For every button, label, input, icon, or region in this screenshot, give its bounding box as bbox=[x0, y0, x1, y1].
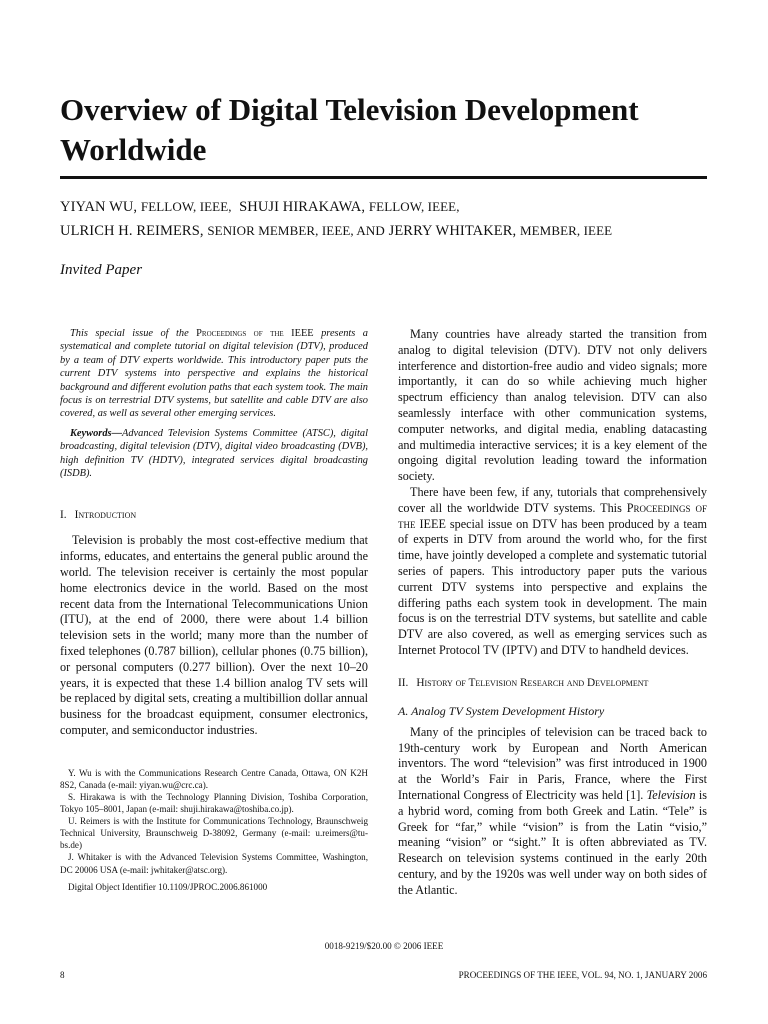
author-name: SHUJI HIRAKAWA, bbox=[239, 199, 366, 215]
intro-paragraph: Television is probably the most cost-effective medium that informs, educates, and entertains the general public around the world. The television receiver is certainly the most popular home electronics device in the world. Based on the most recent data from the International Telecommunications Union (ITU), at the end of 2000, there were about 1.4 billion television sets in the world; many more than the number of fixed telephones (0.787 billion), cellular phones (0.75 billion), or personal computers (0.277 billion). Over the next 10–20 years, it is expected that these 1.4 billion analog TV sets will be replaced by digital sets, creating a multibillion dollar annual business for the broadcast equipment, consumer electronics, computer, and semiconductor industries. bbox=[60, 533, 368, 738]
paragraph-tutorials: There have been few, if any, tutorials that comprehensively cover all the worldwide DTV systems. This Proceedings of the IEEE special issue on DTV has been produced by a team of experts in DTV from around the world who, for the first time, have jointly developed a complete and systematic tutorial series of papers. This introductory paper puts the various current DTV systems into perspective and explains the differing paths each system took in development. The main focus is on the terrestrial DTV systems, but satellite and cable DTV are also covered, as well as emerging services such as Internet Protocol TV (IPTV) and DTV to handheld devices. bbox=[398, 484, 707, 657]
footnote: S. Hirakawa is with the Technology Planning Division, Toshiba Corporation, Tokyo 105–8001, Japan (e-mail: shuji.hirakawa@toshiba.co.jp). bbox=[60, 792, 368, 815]
author-role: MEMBER, IEEE bbox=[519, 223, 613, 238]
paper-title: Overview of Digital Television Development Worldwide bbox=[60, 92, 639, 167]
footnotes bbox=[60, 767, 368, 893]
journal-footer: PROCEEDINGS OF THE IEEE, VOL. 94, NO. 1, JANUARY 2006 bbox=[458, 970, 707, 980]
keywords: Keywords—Advanced Television Systems Committee (ATSC), digital broadcasting, digital television (DTV), digital video broadcasting (DVB), high definition TV (HDTV), integrated services digital broadcasting (ISDB). bbox=[60, 427, 368, 480]
author-block bbox=[60, 195, 720, 243]
keywords-label: Keywords— bbox=[70, 427, 122, 439]
journal-name: Proceedings of the bbox=[398, 500, 707, 531]
author-name: YIYAN WU, bbox=[60, 199, 138, 215]
doi: Digital Object Identifier 10.1109/JPROC.2006.861000 bbox=[68, 881, 268, 892]
copyright-line: 0018-9219/$20.00 © 2006 IEEE bbox=[324, 941, 444, 951]
subsection-heading-analog: A. Analog TV System Development History bbox=[398, 703, 605, 718]
page-number: 8 bbox=[60, 970, 65, 980]
paragraph-analog-history: Many of the principles of television can be traced back to 19th-century work by European and North American inventors. The word “television” was first introduced in 1900 at the World’s Fair in Paris, France, where the First International Congress of Electricity was held [1]. Television is a hybrid word, coming from both Greek and Latin. “Tele” is Greek for “far,” while “vision” is from the Latin “visio,” meaning “vision” or “sight.” It is often abbreviated as TV. Research on television systems continued in the early 20th century, and by the 1920s was well under way on both sides of the Atlantic. bbox=[398, 724, 707, 897]
author-role: FELLOW, IEEE, bbox=[140, 199, 232, 214]
footnote: J. Whitaker is with the Advanced Television Systems Committee, Washington, DC 20006 USA (e-mail: jwhitaker@atsc.org). bbox=[60, 852, 368, 875]
author-name: JERRY WHITAKER, bbox=[388, 223, 517, 239]
footnote: Y. Wu is with the Communications Research Centre Canada, Ottawa, ON K2H 8S2, Canada (e-mail: yiyan.wu@crc.ca). bbox=[60, 767, 368, 790]
invited-paper-label: Invited Paper bbox=[60, 262, 143, 278]
journal-name: Proceedings of the bbox=[196, 328, 284, 339]
abstract: This special issue of the Proceedings of the IEEE presents a systematical and complete tutorial on digital television (DTV), produced by a team of DTV experts worldwide. This introductory paper puts the current DTV systems into perspective and explains the historical background and different evolution paths that each system took. The main focus is on terrestrial DTV systems, but satellite and cable DTV are also covered, as well as several other emerging services. bbox=[60, 328, 368, 420]
author-role: SENIOR MEMBER, IEEE, AND bbox=[207, 223, 385, 238]
author-name: ULRICH H. REIMERS, bbox=[60, 223, 204, 239]
author-line-1 bbox=[60, 195, 720, 219]
right-column bbox=[398, 327, 707, 899]
footnote: U. Reimers is with the Institute for Communications Technology, Braunschweig Technical University, Braunschweig D-38092, Germany (e-mail: u.reimers@tu-bs.de) bbox=[60, 816, 368, 851]
author-role: FELLOW, IEEE, bbox=[368, 199, 460, 214]
left-column bbox=[60, 327, 368, 893]
paragraph-transition: Many countries have already started the transition from analog to digital television (DTV). DTV not only delivers interference and distortion-free audio and video signals; more importantly, it can do so while achieving much higher spectrum efficiency than analog television. DTV can also seamlessly interface with other communication systems, computer networks, and digital media, enabling datacasting and multimedia interactive services; it is a key element of the ongoing digital revolution leading toward the information society. bbox=[398, 327, 707, 484]
title-rule bbox=[60, 176, 707, 179]
section-heading-history: II. History of Television Research and Development bbox=[398, 676, 649, 689]
author-line-2 bbox=[60, 219, 720, 243]
section-heading-introduction: I. Introduction bbox=[60, 509, 137, 522]
